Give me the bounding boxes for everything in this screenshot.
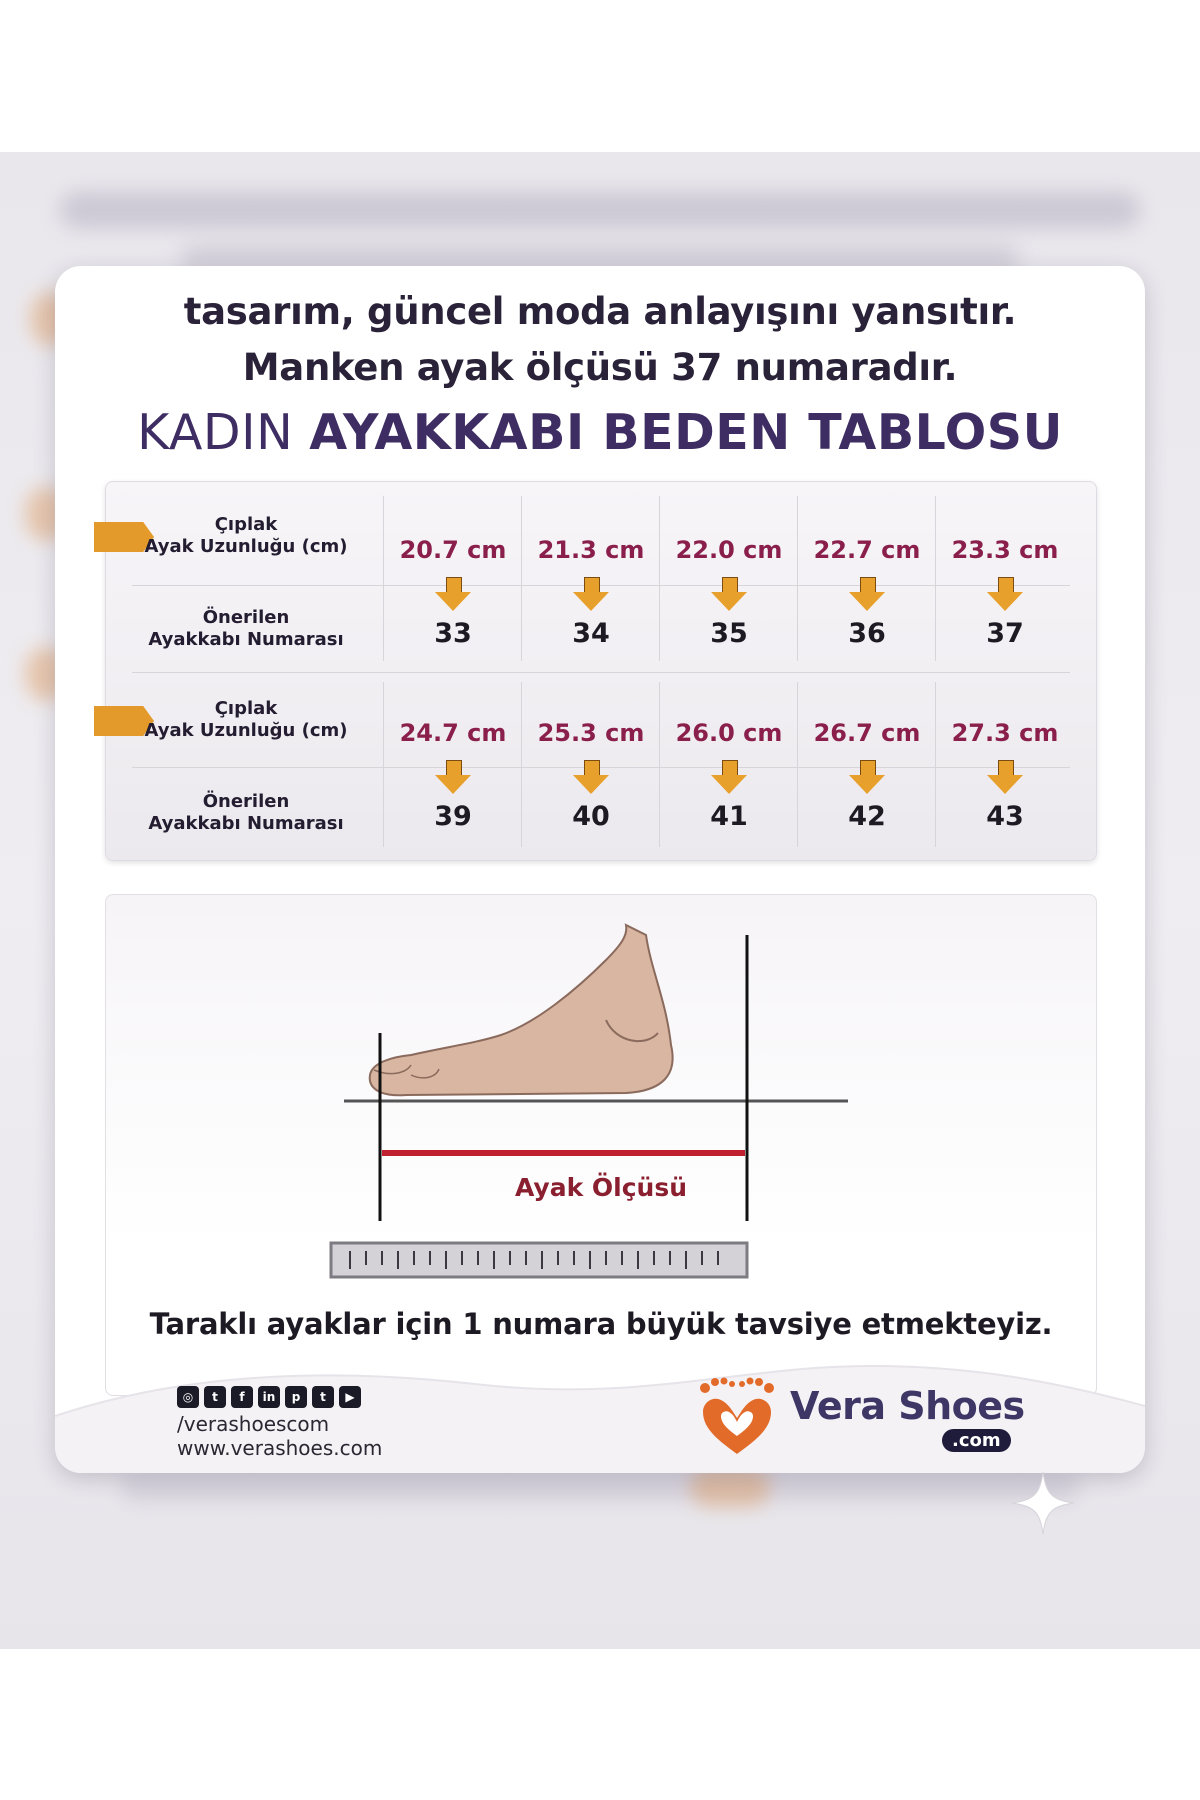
down-arrow-icon	[435, 760, 471, 794]
foot-length-value: 22.7 cm	[813, 536, 921, 564]
page-title	[55, 404, 1145, 461]
foot-measure-label: Ayak Ölçüsü	[514, 1173, 688, 1202]
down-arrow-icon	[987, 577, 1023, 611]
title-light: KADIN	[137, 404, 310, 461]
social-handle[interactable]: /verashoescom	[177, 1412, 330, 1436]
title-bold: AYAKKABI BEDEN TABLOSU	[309, 404, 1063, 461]
website-link[interactable]: www.verashoes.com	[177, 1436, 383, 1460]
shoe-size-value: 35	[710, 618, 748, 649]
youtube-icon[interactable]: ▶	[339, 1386, 361, 1408]
length-label: Çıplak Ayak Uzunluğu (cm)	[144, 514, 348, 557]
foot-length-value: 23.3 cm	[951, 536, 1059, 564]
size-label: Önerilen Ayakkabı Numarası	[148, 791, 344, 834]
down-arrow-icon	[849, 760, 885, 794]
foot-length-value: 26.7 cm	[813, 719, 921, 747]
shoe-size-value: 40	[572, 801, 610, 832]
ruler-icon	[331, 1243, 747, 1277]
down-arrow-icon	[711, 760, 747, 794]
tumblr-icon[interactable]: t	[312, 1386, 334, 1408]
sparkle-icon	[1010, 1470, 1076, 1536]
down-arrow-icon	[435, 577, 471, 611]
advice-text: Taraklı ayaklar için 1 numara büyük tavsiye etmekteyiz.	[149, 1307, 1053, 1341]
size-table	[105, 481, 1097, 861]
down-arrow-icon	[987, 760, 1023, 794]
facebook-icon[interactable]: f	[231, 1386, 253, 1408]
brand-logo-feet-icon	[691, 1372, 783, 1462]
pinterest-icon[interactable]: p	[285, 1386, 307, 1408]
shoe-size-value: 37	[986, 618, 1024, 649]
brand-suffix: .com	[942, 1429, 1011, 1452]
down-arrow-icon	[573, 760, 609, 794]
foot-length-value: 26.0 cm	[675, 719, 783, 747]
linkedin-icon[interactable]: in	[258, 1386, 280, 1408]
foot-length-value: 25.3 cm	[537, 719, 645, 747]
shoe-size-value: 34	[572, 618, 610, 649]
down-arrow-icon	[711, 577, 747, 611]
instagram-icon[interactable]: ◎	[177, 1386, 199, 1408]
social-icons	[177, 1386, 361, 1408]
shoe-size-value: 42	[848, 801, 886, 832]
foot-length-value: 24.7 cm	[399, 719, 507, 747]
foot-length-value: 22.0 cm	[675, 536, 783, 564]
foot-length-value: 27.3 cm	[951, 719, 1059, 747]
down-arrow-icon	[849, 577, 885, 611]
twitter-icon[interactable]: t	[204, 1386, 226, 1408]
intro-line-1: tasarım, güncel moda anlayışını yansıtır.	[183, 290, 1017, 333]
shoe-size-value: 39	[434, 801, 472, 832]
foot-measure-illustration	[105, 894, 1097, 1396]
foot-length-value: 20.7 cm	[399, 536, 507, 564]
foot-icon	[370, 925, 673, 1095]
shoe-size-value: 33	[434, 618, 472, 649]
down-arrow-icon	[573, 577, 609, 611]
length-label: Çıplak Ayak Uzunluğu (cm)	[144, 698, 348, 741]
shoe-size-value: 41	[710, 801, 748, 832]
foot-length-value: 21.3 cm	[537, 536, 645, 564]
size-chart-card	[55, 266, 1145, 1473]
size-label: Önerilen Ayakkabı Numarası	[148, 607, 344, 650]
brand-name: Vera Shoes	[790, 1384, 1025, 1428]
intro-line-2: Manken ayak ölçüsü 37 numaradır.	[242, 346, 958, 389]
shoe-size-value: 36	[848, 618, 886, 649]
shoe-size-value: 43	[986, 801, 1024, 832]
